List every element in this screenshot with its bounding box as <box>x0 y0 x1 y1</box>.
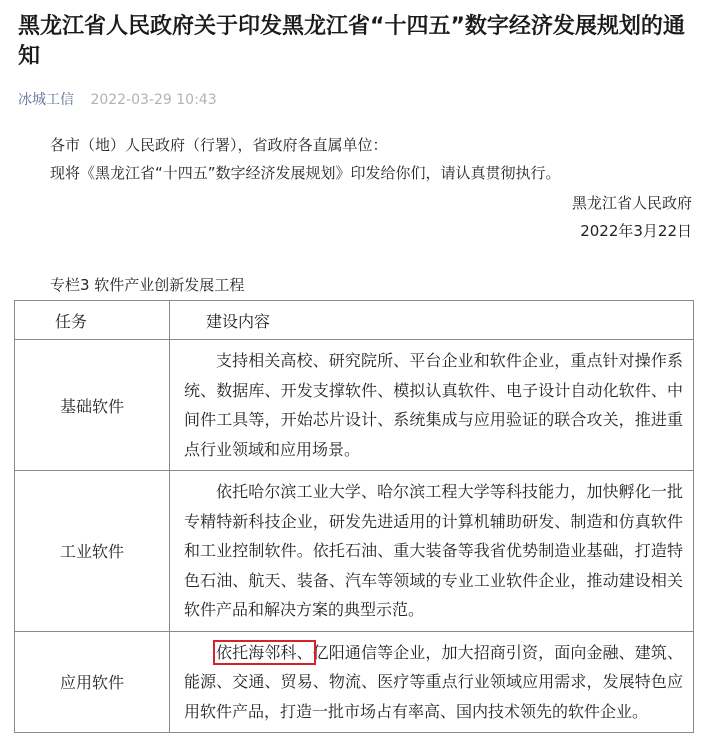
task-cell: 基础软件 <box>15 340 170 471</box>
header-content: 建设内容 <box>170 301 694 340</box>
letter-signatory: 黑龙江省人民政府 <box>571 194 692 212</box>
article-source-link[interactable]: 冰城工信 <box>18 92 74 108</box>
task-cell: 工业软件 <box>15 471 170 632</box>
letter-body: 现将《黑龙江省“十四五”数字经济发展规划》印发给你们，请认真贯彻执行。 <box>50 164 561 182</box>
highlighted-company-text: 依托海邻科、 <box>216 642 313 662</box>
publish-time: 2022-03-29 10:43 <box>90 92 217 108</box>
project-table <box>14 300 694 733</box>
table-row <box>15 631 694 733</box>
content-cell: 依托哈尔滨工业大学、哈尔滨工程大学等科技能力，加快孵化一批专精特新科技企业，研发先进适用的计算机辅助研发、制造和仿真软件和工业控制软件。依托石油、重大装备等我省优势制造业基础，打造特色石油、航天、装备、汽车等领域的专业工业软件企业，推动建设相关软件产品和解决方案的典型示范。 <box>170 471 694 632</box>
table-row <box>15 340 694 471</box>
header-task: 任务 <box>15 301 170 340</box>
table-row <box>15 471 694 632</box>
table-header-row <box>15 301 694 340</box>
content-cell <box>170 631 694 733</box>
task-cell: 应用软件 <box>15 631 170 733</box>
article-meta <box>18 89 217 109</box>
letter-salutation: 各市（地）人民政府（行署），省政府各直属单位： <box>50 136 388 154</box>
content-text: 亿阳通信等企业，加大招商引资，面向金融、建筑、能源、交通、贸易、物流、医疗等重点行业领域应用需求，发展特色应用软件产品，打造一批市场占有率高、国内技术领先的软件企业。 <box>184 642 683 721</box>
content-cell: 支持相关高校、研究院所、平台企业和软件企业，重点针对操作系统、数据库、开发支撑软件、模拟认真软件、电子设计自动化软件、中间件工具等，开始芯片设计、系统集成与应用验证的联合攻关，推进重点行业领域和应用场景。 <box>170 340 694 471</box>
table-caption: 专栏3 软件产业创新发展工程 <box>50 276 245 294</box>
article-title: 黑龙江省人民政府关于印发黑龙江省“十四五”数字经济发展规划的通知 <box>18 14 685 69</box>
letter-date: 2022年3月22日 <box>580 222 692 240</box>
